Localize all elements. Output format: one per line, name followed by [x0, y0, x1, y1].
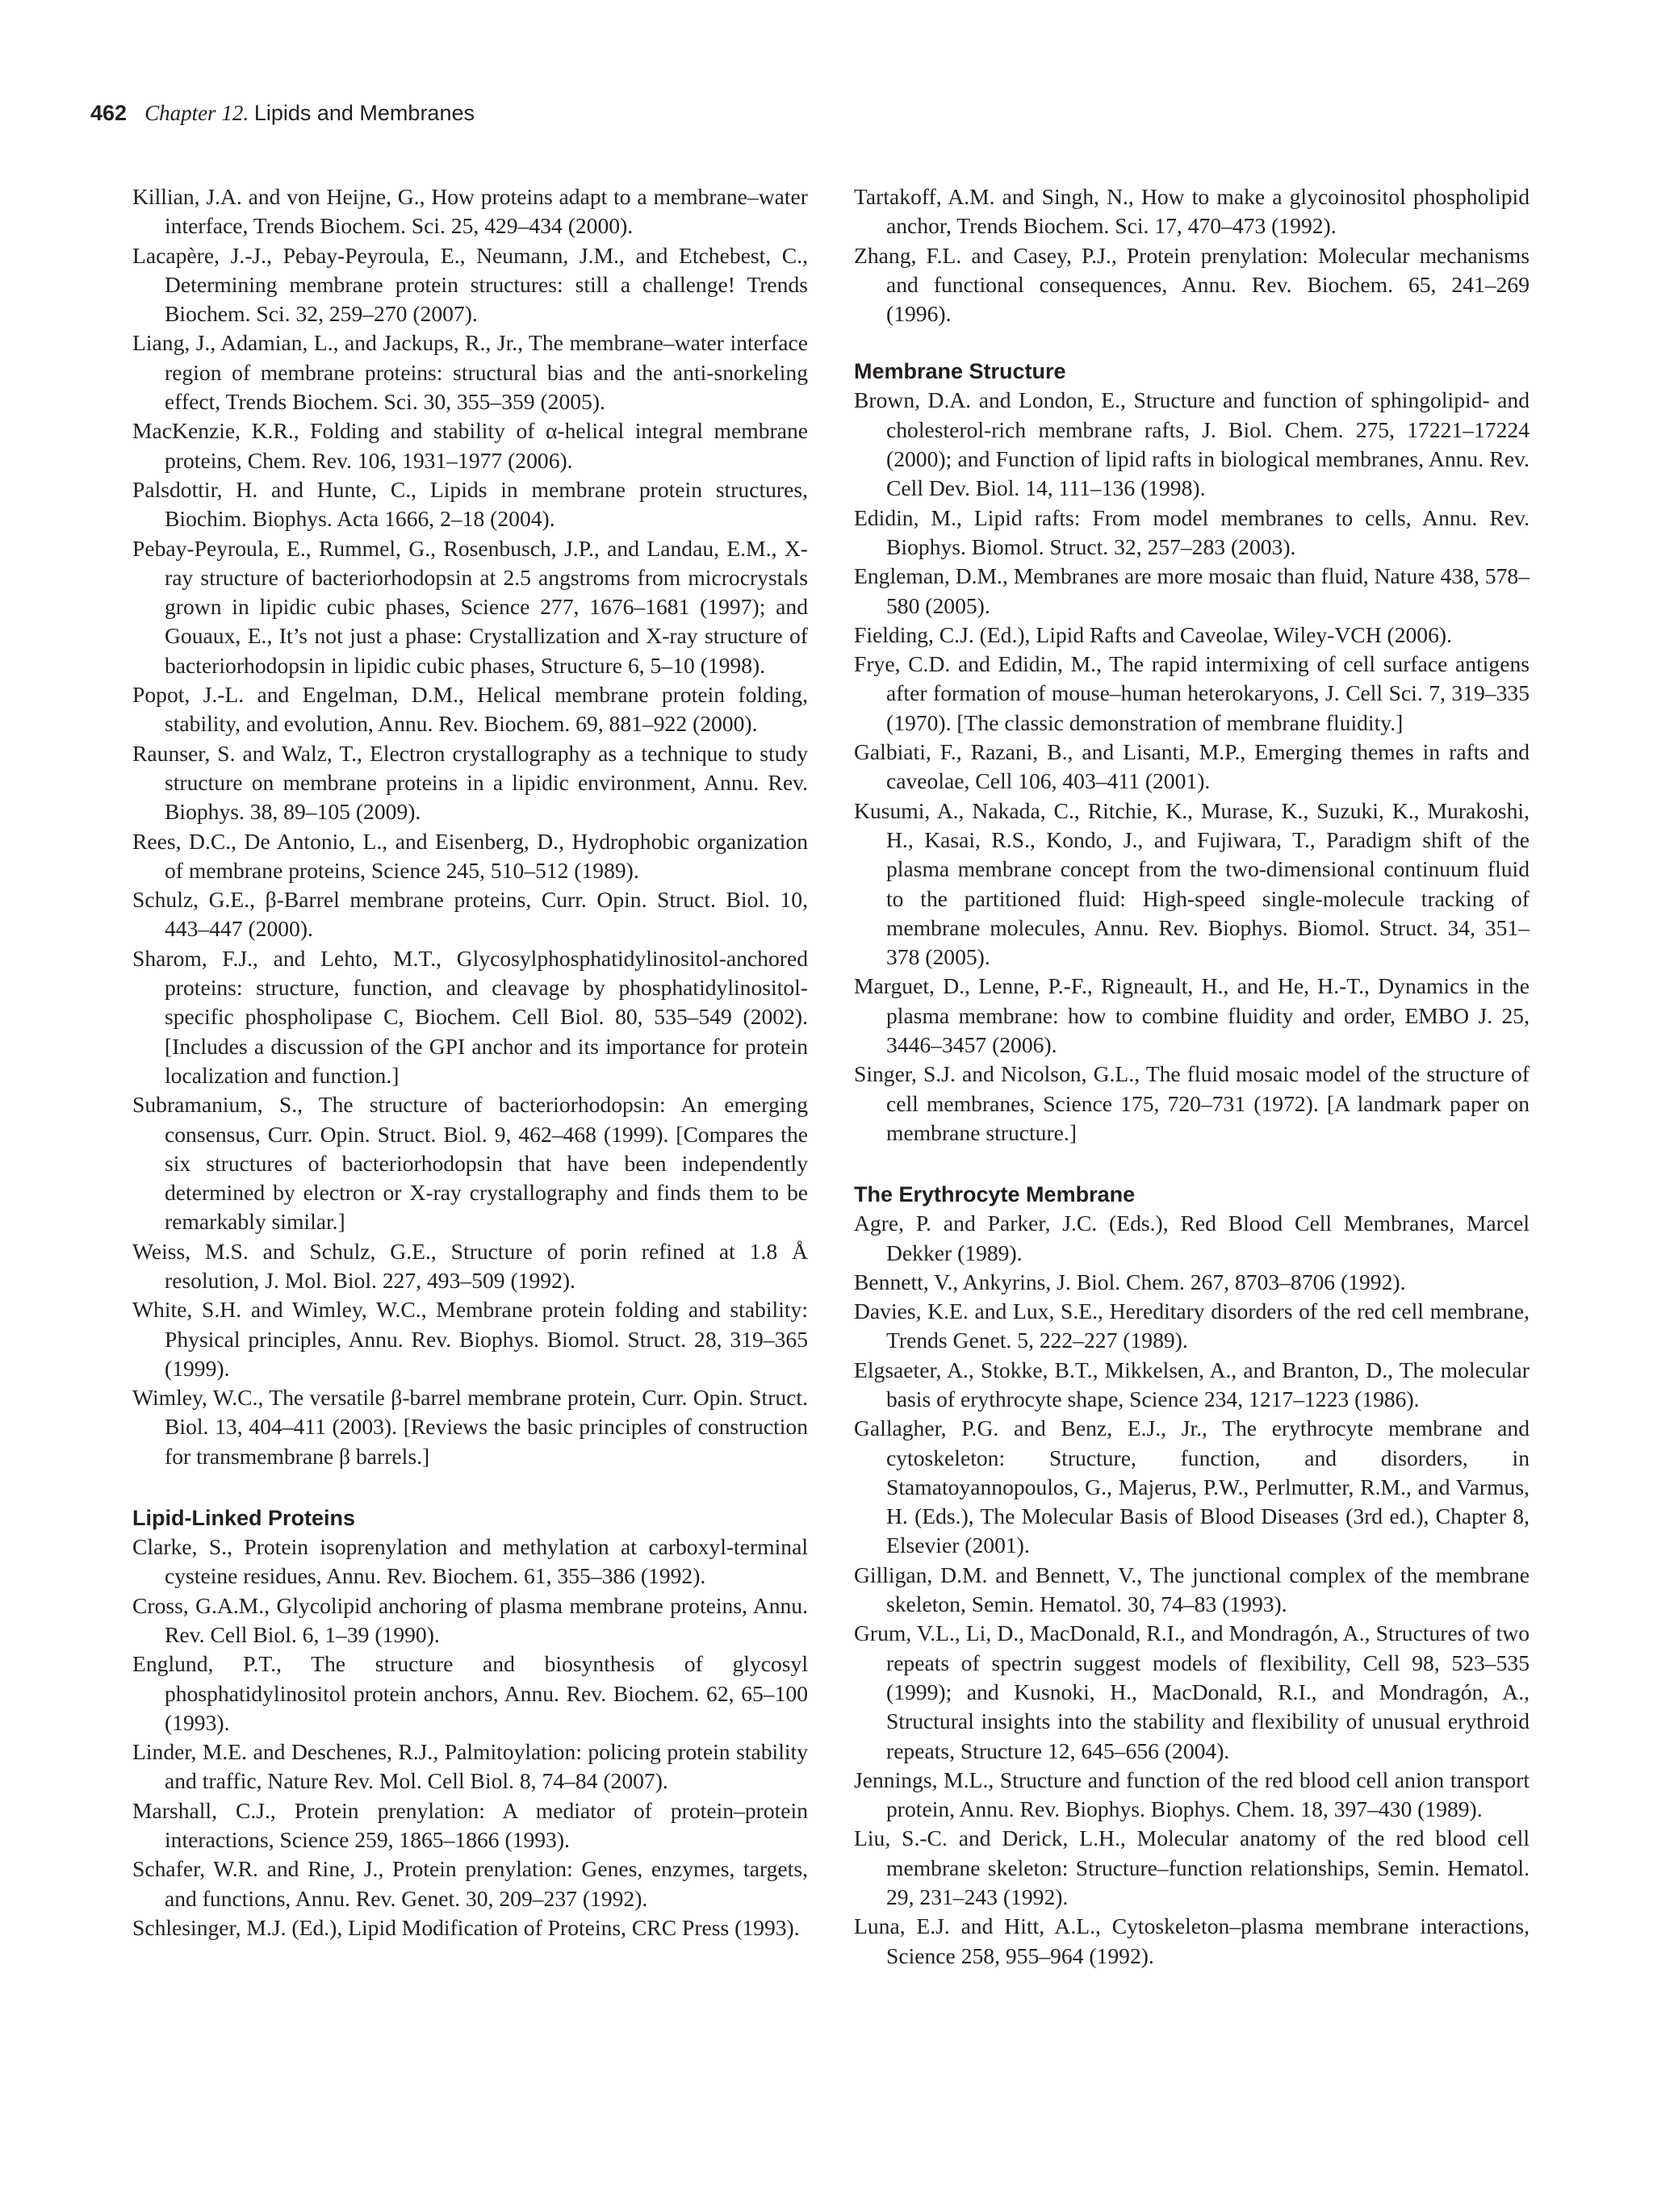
reference-entry: Lacapère, J.-J., Pebay-Peyroula, E., Neumann, J.M., and Etchebest, C., Determining membrane protein structures: still a challenge! Trends Biochem. Sci. 32, 259–270 (2007).	[132, 242, 808, 327]
reference-entry: Raunser, S. and Walz, T., Electron crystallography as a technique to study structure on membrane proteins in a lipidic environment, Annu. Rev. Biophys. 38, 89–105 (2009).	[132, 740, 808, 825]
reference-entry: Galbiati, F., Razani, B., and Lisanti, M.P., Emerging themes in rafts and caveolae, Cell 106, 403–411 (2001).	[854, 739, 1530, 794]
reference-entry: Bennett, V., Ankyrins, J. Biol. Chem. 267, 8703–8706 (1992).	[854, 1269, 1406, 1294]
reference-entry: Luna, E.J. and Hitt, A.L., Cytoskeleton–plasma membrane interactions, Science 258, 955–964 (1992).	[854, 1913, 1530, 1968]
reference-entry: Gilligan, D.M. and Bennett, V., The junctional complex of the membrane skeleton, Semin. Hematol. 30, 74–83 (1993).	[854, 1562, 1530, 1617]
reference-entry: Popot, J.-L. and Engelman, D.M., Helical membrane protein folding, stability, and evolution, Annu. Rev. Biochem. 69, 881–922 (2000).	[132, 682, 808, 737]
reference-entry: Schafer, W.R. and Rine, J., Protein prenylation: Genes, enzymes, targets, and functions, Annu. Rev. Genet. 30, 209–237 (1992).	[132, 1856, 808, 1911]
reference-entry: Sharom, F.J., and Lehto, M.T., Glycosylphosphatidylinositol-anchored proteins: structure, function, and cleavage by phosphatidylinositol-specific phospholipase C, Biochem. Cell Biol. 80, 535–549 (2002). [Includes a discussion of the GPI anchor and its importance for protein localization and function.]	[132, 945, 808, 1088]
reference-entry: Engleman, D.M., Membranes are more mosaic than fluid, Nature 438, 578–580 (2005).	[854, 563, 1530, 618]
right-column	[854, 182, 1530, 1971]
chapter-label: Chapter 12.	[144, 101, 249, 125]
reference-entry: Gallagher, P.G. and Benz, E.J., Jr., The erythrocyte membrane and cytoskeleton: Structure, function, and disorders, in Stamatoyannopoulos, G., Majerus, P.W., Perlmutter, R.M., and Varmus, H. (Eds.), The Molecular Basis of Blood Diseases (3rd ed.), Chapter 8, Elsevier (2001).	[854, 1415, 1530, 1558]
reference-entry: Pebay-Peyroula, E., Rummel, G., Rosenbusch, J.P., and Landau, E.M., X-ray structure of bacteriorhodopsin at 2.5 angstroms from microcrystals grown in lipidic cubic phases, Science 277, 1676–1681 (1997); and Gouaux, E., It’s not just a phase: Crystallization and X-ray structure of bacteriorhodopsin in lipidic cubic phases, Structure 6, 5–10 (1998).	[132, 535, 808, 678]
page-number: 462	[90, 101, 128, 125]
section-heading-erythrocyte-membrane: The Erythrocyte Membrane	[854, 1182, 1136, 1207]
reference-entry: Schlesinger, M.J. (Ed.), Lipid Modification of Proteins, CRC Press (1993).	[132, 1914, 800, 1940]
reference-entry: Grum, V.L., Li, D., MacDonald, R.I., and Mondragón, A., Structures of two repeats of spectrin suggest models of flexibility, Cell 98, 523–535 (1999); and Kusnoki, H., MacDonald, R.I., and Mondragón, A., Structural insights into the stability and flexibility of unusual erythroid repeats, Structure 12, 645–656 (2004).	[854, 1620, 1530, 1763]
reference-entry: Brown, D.A. and London, E., Structure and function of sphingolipid- and cholesterol-rich membrane rafts, J. Biol. Chem. 275, 17221–17224 (2000); and Function of lipid rafts in biological membranes, Annu. Rev. Cell Dev. Biol. 14, 111–136 (1998).	[854, 387, 1530, 501]
running-header	[90, 100, 475, 126]
reference-list	[132, 182, 808, 1471]
reference-entry: Clarke, S., Protein isoprenylation and methylation at carboxyl-terminal cysteine residues, Annu. Rev. Biochem. 61, 355–386 (1992).	[132, 1534, 808, 1589]
reference-entry: Zhang, F.L. and Casey, P.J., Protein prenylation: Molecular mechanisms and functional consequences, Annu. Rev. Biochem. 65, 241–269 (1996).	[854, 242, 1530, 327]
chapter-title: Lipids and Membranes	[253, 101, 475, 125]
reference-list	[132, 1533, 808, 1942]
reference-entry: MacKenzie, K.R., Folding and stability of α-helical integral membrane proteins, Chem. Rev. 106, 1931–1977 (2006).	[132, 418, 808, 473]
reference-entry: Killian, J.A. and von Heijne, G., How proteins adapt to a membrane–water interface, Trends Biochem. Sci. 25, 429–434 (2000).	[132, 184, 808, 239]
reference-entry: Davies, K.E. and Lux, S.E., Hereditary disorders of the red cell membrane, Trends Genet. 5, 222–227 (1989).	[854, 1298, 1530, 1353]
reference-entry: Marshall, C.J., Protein prenylation: A mediator of protein–protein interactions, Science 259, 1865–1866 (1993).	[132, 1797, 808, 1853]
reference-entry: Agre, P. and Parker, J.C. (Eds.), Red Blood Cell Membranes, Marcel Dekker (1989).	[854, 1211, 1530, 1265]
reference-entry: Singer, S.J. and Nicolson, G.L., The fluid mosaic model of the structure of cell membranes, Science 175, 720–731 (1972). [A landmark paper on membrane structure.]	[854, 1061, 1530, 1145]
reference-entry: Elgsaeter, A., Stokke, B.T., Mikkelsen, A., and Branton, D., The molecular basis of erythrocyte shape, Science 234, 1217–1223 (1986).	[854, 1357, 1530, 1411]
reference-entry: Linder, M.E. and Deschenes, R.J., Palmitoylation: policing protein stability and traffic, Nature Rev. Mol. Cell Biol. 8, 74–84 (2007).	[132, 1739, 808, 1794]
reference-entry: Kusumi, A., Nakada, C., Ritchie, K., Murase, K., Suzuki, K., Murakoshi, H., Kasai, R.S., Kondo, J., and Fujiwara, T., Paradigm shift of the plasma membrane concept from the two-dimensional continuum fluid to the partitioned fluid: High-speed single-molecule tracking of membrane molecules, Annu. Rev. Biophys. Biomol. Struct. 34, 351–378 (2005).	[854, 797, 1530, 970]
reference-entry: Frye, C.D. and Edidin, M., The rapid intermixing of cell surface antigens after formation of mouse–human heterokaryons, J. Cell Sci. 7, 319–335 (1970). [The classic demonstration of membrane fluidity.]	[854, 651, 1530, 735]
reference-entry: Rees, D.C., De Antonio, L., and Eisenberg, D., Hydrophobic organization of membrane proteins, Science 245, 510–512 (1989).	[132, 828, 808, 883]
reference-entry: Schulz, G.E., β-Barrel membrane proteins, Curr. Opin. Struct. Biol. 10, 443–447 (2000).	[132, 887, 808, 942]
reference-entry: Weiss, M.S. and Schulz, G.E., Structure of porin refined at 1.8 Å resolution, J. Mol. Biol. 227, 493–509 (1992).	[132, 1238, 808, 1293]
reference-entry: Edidin, M., Lipid rafts: From model membranes to cells, Annu. Rev. Biophys. Biomol. Struct. 32, 257–283 (2003).	[854, 504, 1530, 559]
reference-entry: Palsdottir, H. and Hunte, C., Lipids in membrane protein structures, Biochim. Biophys. Acta 1666, 2–18 (2004).	[132, 476, 808, 532]
section-heading-lipid-linked-proteins: Lipid-Linked Proteins	[132, 1506, 356, 1531]
left-column	[132, 182, 808, 1942]
reference-entry: Liang, J., Adamian, L., and Jackups, R., Jr., The membrane–water interface region of membrane proteins: structural bias and the anti-snorkeling effect, Trends Biochem. Sci. 30, 355–359 (2005).	[132, 330, 808, 415]
reference-entry: Jennings, M.L., Structure and function of the red blood cell anion transport protein, Annu. Rev. Biophys. Biophys. Chem. 18, 397–430 (1989).	[854, 1767, 1530, 1822]
reference-entry: Wimley, W.C., The versatile β-barrel membrane protein, Curr. Opin. Struct. Biol. 13, 404–411 (2003). [Reviews the basic principles of construction for transmembrane β barrels.]	[132, 1385, 808, 1469]
reference-list	[854, 386, 1530, 1148]
reference-entry: Fielding, C.J. (Ed.), Lipid Rafts and Caveolae, Wiley-VCH (2006).	[854, 621, 1452, 647]
reference-list	[854, 1209, 1530, 1971]
reference-entry: Cross, G.A.M., Glycolipid anchoring of plasma membrane proteins, Annu. Rev. Cell Biol. 6, 1–39 (1990).	[132, 1592, 808, 1647]
reference-entry: Liu, S.-C. and Derick, L.H., Molecular anatomy of the red blood cell membrane skeleton: Structure–function relationships, Semin. Hematol. 29, 231–243 (1992).	[854, 1825, 1530, 1910]
reference-entry: Englund, P.T., The structure and biosynthesis of glycosyl phosphatidylinositol protein anchors, Annu. Rev. Biochem. 62, 65–100 (1993).	[132, 1651, 808, 1735]
section-heading-membrane-structure: Membrane Structure	[854, 359, 1066, 384]
reference-entry: Marguet, D., Lenne, P.-F., Rigneault, H., and He, H.-T., Dynamics in the plasma membrane: how to combine fluidity and order, EMBO J. 25, 3446–3457 (2006).	[854, 973, 1530, 1058]
reference-entry: Subramanium, S., The structure of bacteriorhodopsin: An emerging consensus, Curr. Opin. Struct. Biol. 9, 462–468 (1999). [Compares the six structures of bacteriorhodopsin that have been independently determined by electron or X-ray crystallography and finds them to be remarkably similar.]	[132, 1092, 808, 1235]
reference-entry: Tartakoff, A.M. and Singh, N., How to make a glycoinositol phospholipid anchor, Trends Biochem. Sci. 17, 470–473 (1992).	[854, 184, 1530, 239]
reference-list	[854, 182, 1530, 328]
reference-entry: White, S.H. and Wimley, W.C., Membrane protein folding and stability: Physical principles, Annu. Rev. Biophys. Biomol. Struct. 28, 319–365 (1999).	[132, 1297, 808, 1381]
